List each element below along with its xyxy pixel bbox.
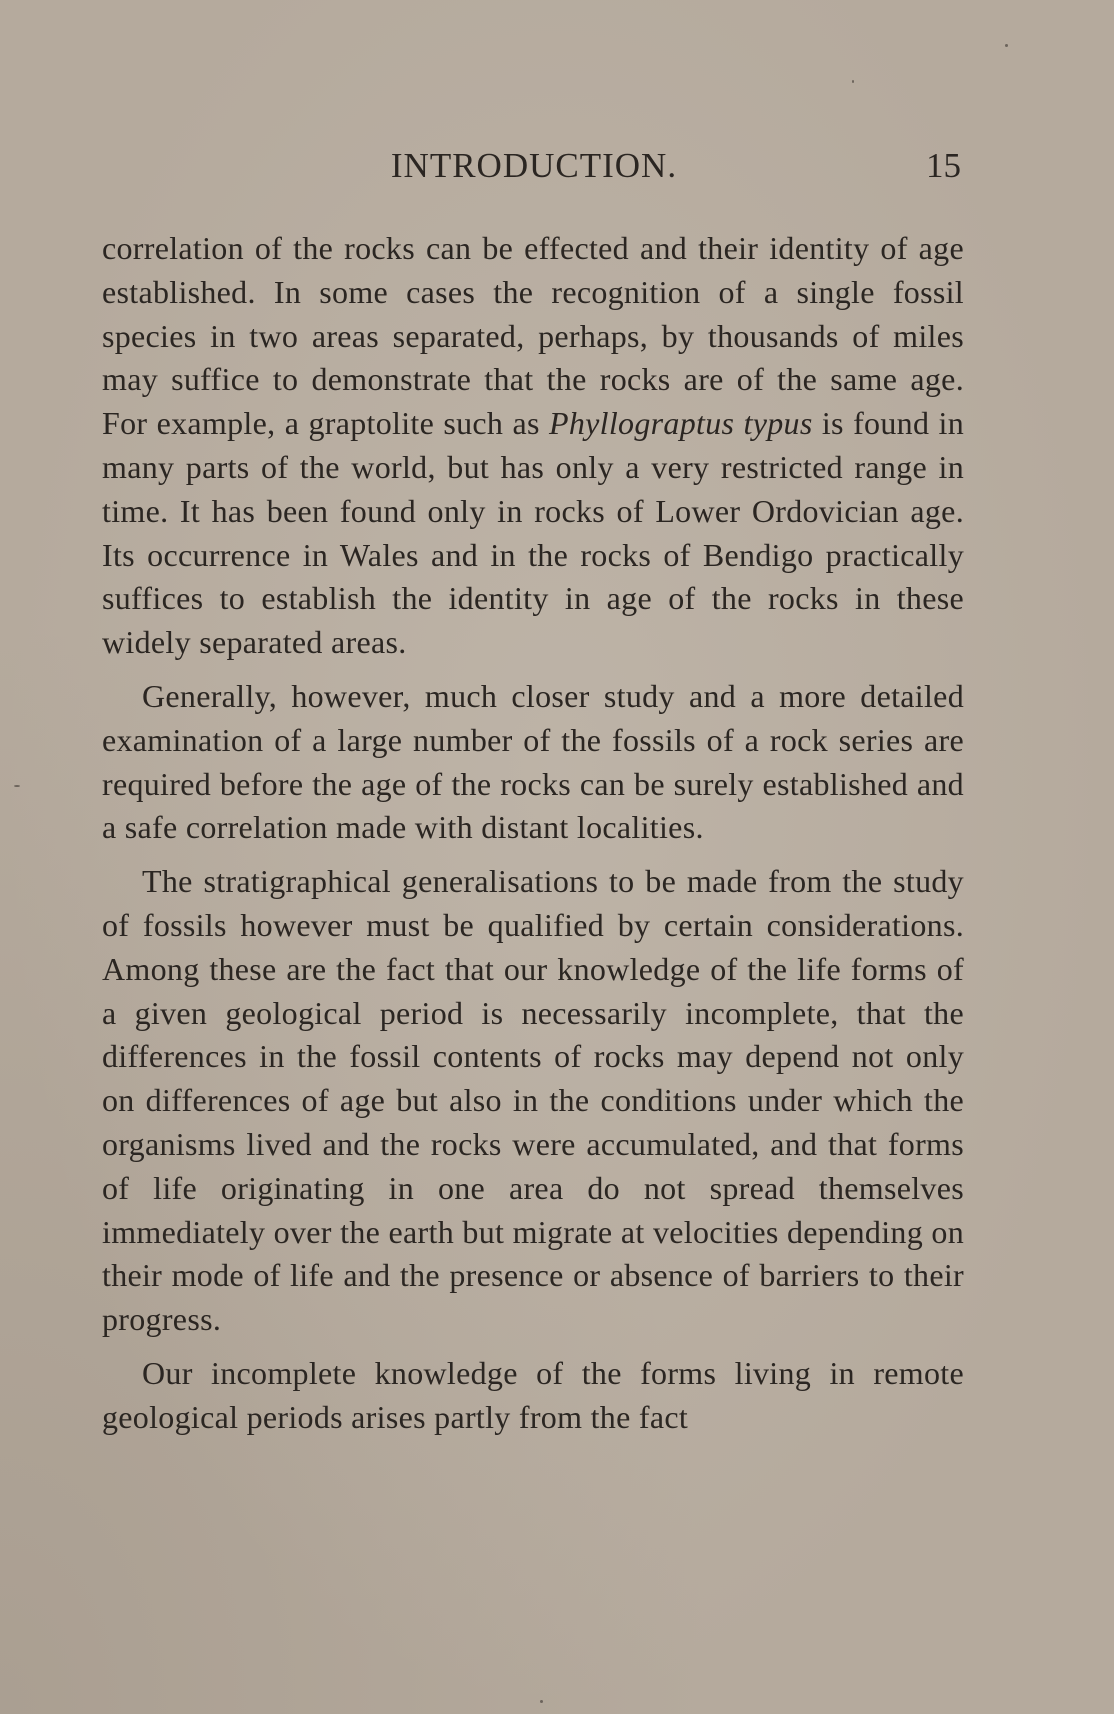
paragraph-1-text-before: correlation of the rocks can be effected and their identity of age established. In some cases the recognition of a single fossil species in two areas separated, perhaps, by thousands of miles may suffice to demonstrate that the rocks are of the same age. For example, a graptolite such as xyxy=(102,230,964,442)
paper-speck xyxy=(540,1700,543,1703)
paragraph-1-text-after: is found in many parts of the world, but has only a very restricted range in time. It has been found only in rocks of Lower Ordovician age. Its occurrence in Wales and in the rocks of Bendigo practically suffices to establish the identity in age of the rocks in these widely separated areas. xyxy=(102,405,965,661)
paragraph-2: Generally, however, much closer study and a more detailed examination of a large number of the fossils of a rock series are required before the age of the rocks can be surely established and a safe correlation made with distant localities. xyxy=(102,677,964,846)
body-text xyxy=(102,227,964,1440)
paper-speck xyxy=(1005,44,1008,47)
running-head xyxy=(104,146,964,192)
paragraph-1 xyxy=(102,227,964,665)
species-name: Phyllograptus typus xyxy=(549,405,813,442)
page-number: 15 xyxy=(926,146,961,185)
paper-speck xyxy=(14,785,20,787)
paper-speck xyxy=(852,80,854,83)
paragraph-3: The stratigraphical generalisations to be made from the study of fossils however must be qualified by certain considerations. Among these are the fact that our knowledge of the life forms of a given geological period is necessarily incomplete, that the differences in the fossil contents of rocks may depend not only on differences of age but also in the conditions under which the organisms lived and the rocks were accumulated, and that forms of life originating in one area do not spread themselves immediately over the earth but migrate at velocities depending on their mode of life and the presence or absence of barriers to their progress. xyxy=(102,863,964,1338)
paragraph-4: Our incomplete knowledge of the forms living in remote geological periods arises partly from the fact xyxy=(102,1354,964,1435)
page-header-title: INTRODUCTION. xyxy=(390,146,678,185)
